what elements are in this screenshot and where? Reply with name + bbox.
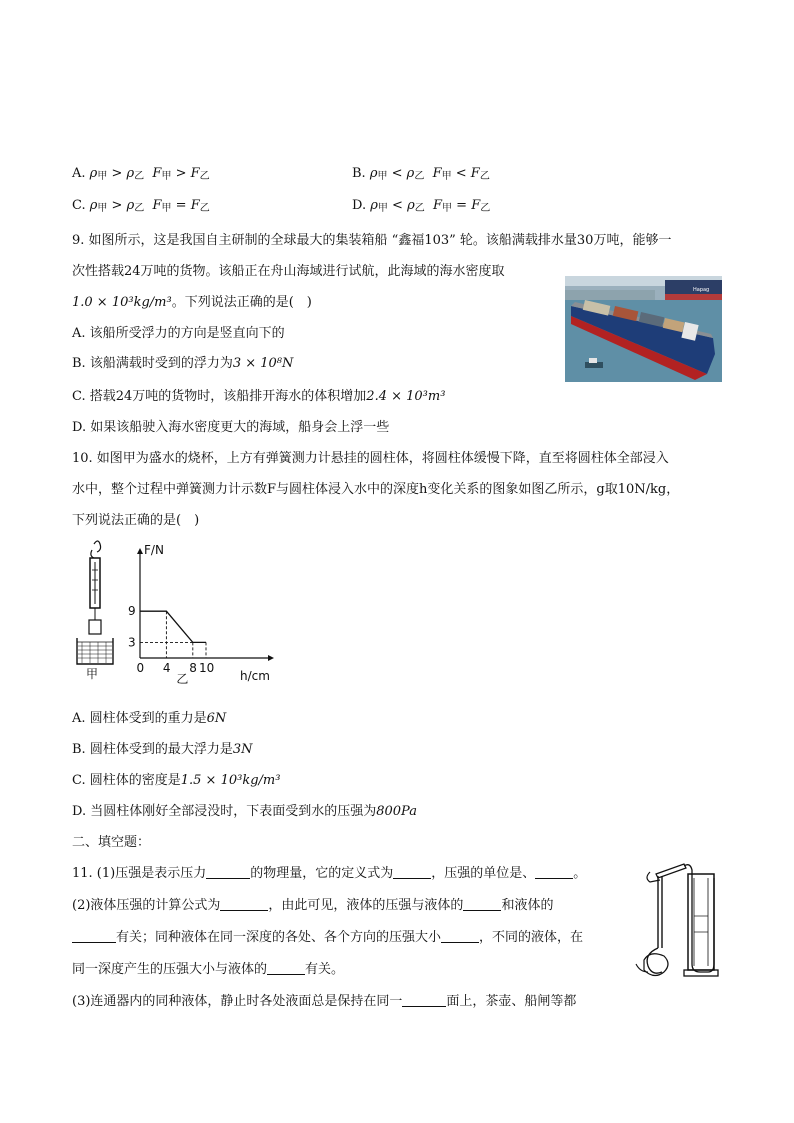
container-ship-photo <box>565 276 722 382</box>
blank-1[interactable] <box>206 866 250 879</box>
figure-jia-apparatus <box>72 540 120 680</box>
q9-stem-line1: 9. 如图所示，这是我国自主研制的全球最大的集装箱船 “鑫福103” 轮。该船满载排水量30万吨，能够一 <box>72 233 672 248</box>
section-2-heading: 二、填空题： <box>72 835 151 850</box>
blank-5[interactable] <box>463 898 501 911</box>
pressure-gauge-illustration <box>628 856 722 986</box>
q8-option-d: D. $\rho_甲 < \rho_乙$ $F_甲 = F_乙$ <box>352 198 491 214</box>
q10-option-b: B. 圆柱体受到的最大浮力是3N <box>72 742 253 757</box>
blank-7[interactable] <box>441 930 479 943</box>
figure-yi-label: 乙 <box>176 672 189 685</box>
blank-2[interactable] <box>393 866 431 879</box>
blank-6[interactable] <box>72 930 116 943</box>
q10-option-c: C. 圆柱体的密度是1.5 × 10³kg/m³ <box>72 773 281 788</box>
q11-line2: (2)液体压强的计算公式为 ，由此可见，液体的压强与液体的 和液体的 <box>72 898 554 913</box>
x-tick-label-0: 0 <box>136 661 145 675</box>
blank-4[interactable] <box>220 898 268 911</box>
q9-option-a: A. 该船所受浮力的方向是竖直向下的 <box>72 326 285 341</box>
q11-line3: 有关；同种液体在同一深度的各处、各个方向的压强大小 ，不同的液体，在 <box>72 926 583 945</box>
q9-stem-line2: 次性搭载24万吨的货物。该船正在舟山海域进行试航，此海域的海水密度取 <box>72 264 505 279</box>
figure-yi-graph <box>120 540 280 685</box>
y-axis-label: F/N <box>144 543 164 557</box>
q8-option-a: A. $\rho_甲 > \rho_乙$ $F_甲 > F_乙$ <box>72 166 210 182</box>
x-axis-arrow <box>268 655 274 661</box>
q10-option-a: A. 圆柱体受到的重力是6N <box>72 711 227 726</box>
q10-stem-line2: 水中，整个过程中弹簧测力计示数F与圆柱体浸入水中的深度h变化关系的图象如图乙所示，g取10N/kg， <box>72 482 680 497</box>
y-tick-label-9: 9 <box>128 604 136 619</box>
q10-stem-line1: 10. 如图甲为盛水的烧杯，上方有弹簧测力计悬挂的圆柱体，将圆柱体缓慢下降，直至将圆柱体全部浸入 <box>72 451 669 466</box>
q8-option-c: C. $\rho_甲 > \rho_乙$ $F_甲 = F_乙$ <box>72 198 210 214</box>
q9-option-c: C. 搭载24万吨的货物时，该船排开海水的体积增加2.4 × 10³m³ <box>72 389 446 404</box>
q9-option-d: D. 如果该船驶入海水密度更大的海域，船身会上浮一些 <box>72 420 390 435</box>
q8-option-b: B. $\rho_甲 < \rho_乙$ $F_甲 < F_乙$ <box>352 166 490 182</box>
y-tick-label-3: 3 <box>128 635 136 650</box>
q11-line1: 11. (1)压强是表示压力 的物理量，它的定义式为 ，压强的单位是、 。 <box>72 866 587 881</box>
photo-hapag-label: Hapag <box>693 287 710 293</box>
x-tick-label-10: 10 <box>199 661 215 675</box>
y-axis-arrow <box>137 548 143 554</box>
q11-line5: (3)连通器内的同种液体，静止时各处液面总是保持在同一 面上，茶壶、船闸等都 <box>72 994 577 1009</box>
x-tick-label-8: 8 <box>189 661 197 675</box>
figure-jia-label: 甲 <box>86 667 99 680</box>
q11-line4: 同一深度产生的压强大小与液体的 有关。 <box>72 962 345 977</box>
q10-option-d: D. 当圆柱体刚好全部浸没时，下表面受到水的压强为800Pa <box>72 804 417 819</box>
f-h-series-line <box>140 611 206 642</box>
x-tick-label-4: 4 <box>162 661 171 675</box>
blank-3[interactable] <box>535 866 573 879</box>
q9-option-b: B. 该船满载时受到的浮力为3 × 10⁸N <box>72 356 294 371</box>
q10-stem-line3: 下列说法正确的是( ) <box>72 513 200 528</box>
q9-density-formula: 1.0 × 10³kg/m³ <box>72 295 172 310</box>
blank-9[interactable] <box>402 994 446 1007</box>
q9-stem-line3: 1.0 × 10³kg/m³。下列说法正确的是( ) <box>72 295 312 310</box>
x-axis-label: h/cm <box>240 669 270 683</box>
blank-8[interactable] <box>267 962 305 975</box>
